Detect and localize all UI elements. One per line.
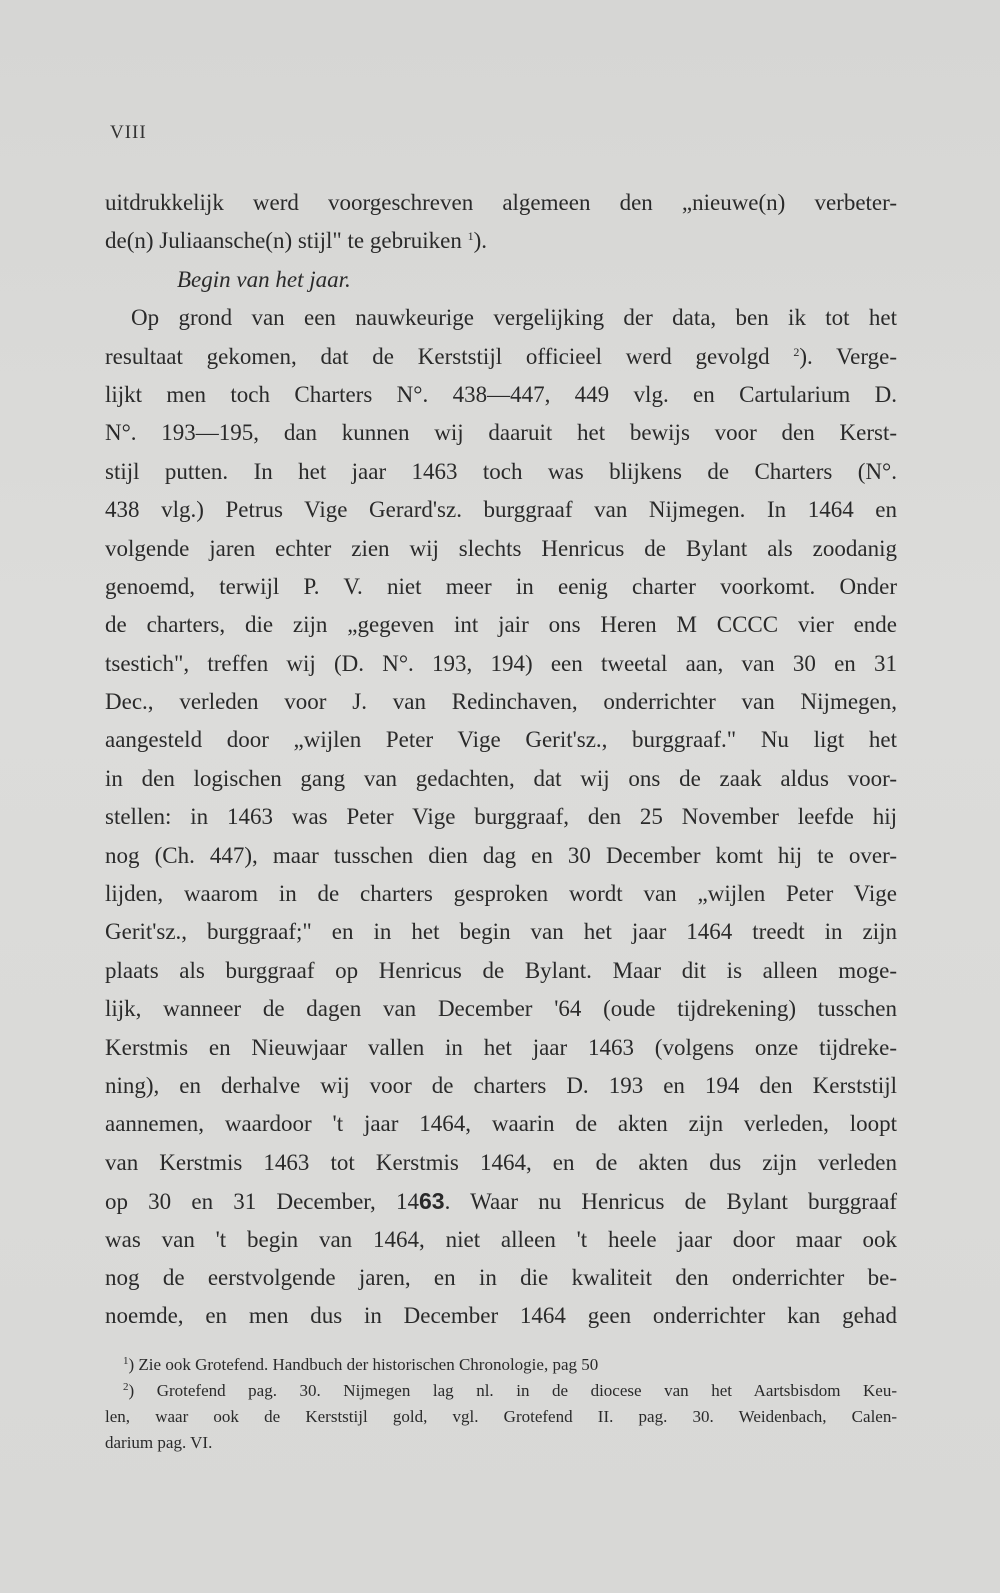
footnote-2: [105, 1378, 897, 1404]
text-segment: ).: [473, 228, 487, 254]
footnote-1: [105, 1352, 897, 1378]
text-line: genoemd, terwijl P. V. niet meer in eenig charter voorkomt. Onder: [105, 573, 897, 599]
text-line: Dec., verleden voor J. van Redinchaven, onderrichter van Nijmegen,: [105, 689, 897, 715]
text-line: plaats als burggraaf op Henricus de Bylant. Maar dit is alleen moge-: [105, 957, 897, 983]
footnote-2-line-3: darium pag. VI.: [105, 1433, 213, 1452]
footnote-mark: 1: [123, 1355, 129, 1367]
text-line: lijden, waarom in de charters gesproken wordt van „wijlen Peter Vige: [105, 881, 897, 907]
text-line: tsestich", treffen wij (D. N°. 193, 194) een tweetal aan, van 30 en 31: [105, 650, 897, 676]
text-segment: ). Verge-: [799, 343, 897, 369]
text-segment: resultaat gekomen, dat de Kerststijl officieel werd gevolgd: [105, 343, 794, 369]
text-line: in den logischen gang van gedachten, dat wij ons de zaak aldus voor-: [105, 765, 897, 791]
body-text: [105, 184, 897, 1336]
page-number: VIII: [110, 122, 147, 143]
text-line: [105, 338, 897, 376]
text-line: Kerstmis en Nieuwjaar vallen in het jaar 1463 (volgens onze tijdreke-: [105, 1034, 897, 1060]
text-line: lijkt men toch Charters N°. 438—447, 449 vlg. en Cartularium D.: [105, 381, 897, 407]
text-segment: de(n) Juliaansche(n) stijl" te gebruiken: [105, 228, 468, 254]
text-line: [105, 1182, 897, 1220]
text-line: nog (Ch. 447), maar tusschen dien dag en 30 December komt hij te over-: [105, 842, 897, 868]
text-line: noemde, en men dus in December 1464 geen onderrichter kan gehad: [105, 1303, 897, 1329]
text-line: [105, 222, 897, 260]
section-heading: Begin van het jaar.: [177, 266, 351, 292]
text-line: stellen: in 1463 was Peter Vige burggraaf, den 25 November leefde hij: [105, 804, 897, 830]
text-line: aangesteld door „wijlen Peter Vige Gerit'sz., burggraaf." Nu ligt het: [105, 727, 897, 753]
footnote-2-line-2: len, waar ook de Kerststijl gold, vgl. Grotefend II. pag. 30. Weidenbach, Calen-: [105, 1407, 897, 1426]
text-line: N°. 193—195, dan kunnen wij daaruit het bewijs voor den Kerst-: [105, 420, 897, 446]
text-segment: op 30 en 31 December, 14: [105, 1189, 419, 1215]
text-line: nog de eerstvolgende jaren, en in die kwaliteit den onderrichter be-: [105, 1264, 897, 1290]
footnotes: [105, 1352, 897, 1456]
bold-year-digits: 63: [418, 1188, 445, 1215]
text-line: uitdrukkelijk werd voorgeschreven algemeen den „nieuwe(n) verbeter-: [105, 190, 897, 215]
text-line: ning), en derhalve wij voor de charters D. 193 en 194 den Kerststijl: [105, 1072, 897, 1098]
footnote-ref: 1: [467, 229, 474, 244]
footnote-text: ) Zie ook Grotefend. Handbuch der historischen Chronologie, pag 50: [128, 1355, 599, 1374]
footnote-ref: 2: [793, 344, 800, 359]
text-line: volgende jaren echter zien wij slechts Henricus de Bylant als zoodanig: [105, 535, 897, 561]
text-line: stijl putten. In het jaar 1463 toch was blijkens de Charters (N°.: [105, 458, 897, 484]
text-line: 438 vlg.) Petrus Vige Gerard'sz. burggraaf van Nijmegen. In 1464 en: [105, 497, 897, 523]
text-line: lijk, wanneer de dagen van December '64 (oude tijdrekening) tusschen: [105, 996, 897, 1022]
footnote-mark: 2: [123, 1381, 129, 1393]
footnote-text: ) Grotefend pag. 30. Nijmegen lag nl. in de diocese van het Aartsbisdom Keu-: [128, 1381, 897, 1400]
text-line: was van 't begin van 1464, niet alleen 't heele jaar door maar ook: [105, 1226, 897, 1252]
text-line: aannemen, waardoor 't jaar 1464, waarin de akten zijn verleden, loopt: [105, 1111, 897, 1137]
text-line: Op grond van een nauwkeurige vergelijking der data, ben ik tot het: [131, 305, 897, 331]
text-line: van Kerstmis 1463 tot Kerstmis 1464, en de akten dus zijn verleden: [105, 1149, 897, 1175]
text-line: Gerit'sz., burggraaf;" en in het begin van het jaar 1464 treedt in zijn: [105, 919, 897, 945]
text-segment: . Waar nu Henricus de Bylant burggraaf: [444, 1189, 898, 1215]
text-line: de charters, die zijn „gegeven int jair ons Heren M CCCC vier ende: [105, 612, 897, 638]
